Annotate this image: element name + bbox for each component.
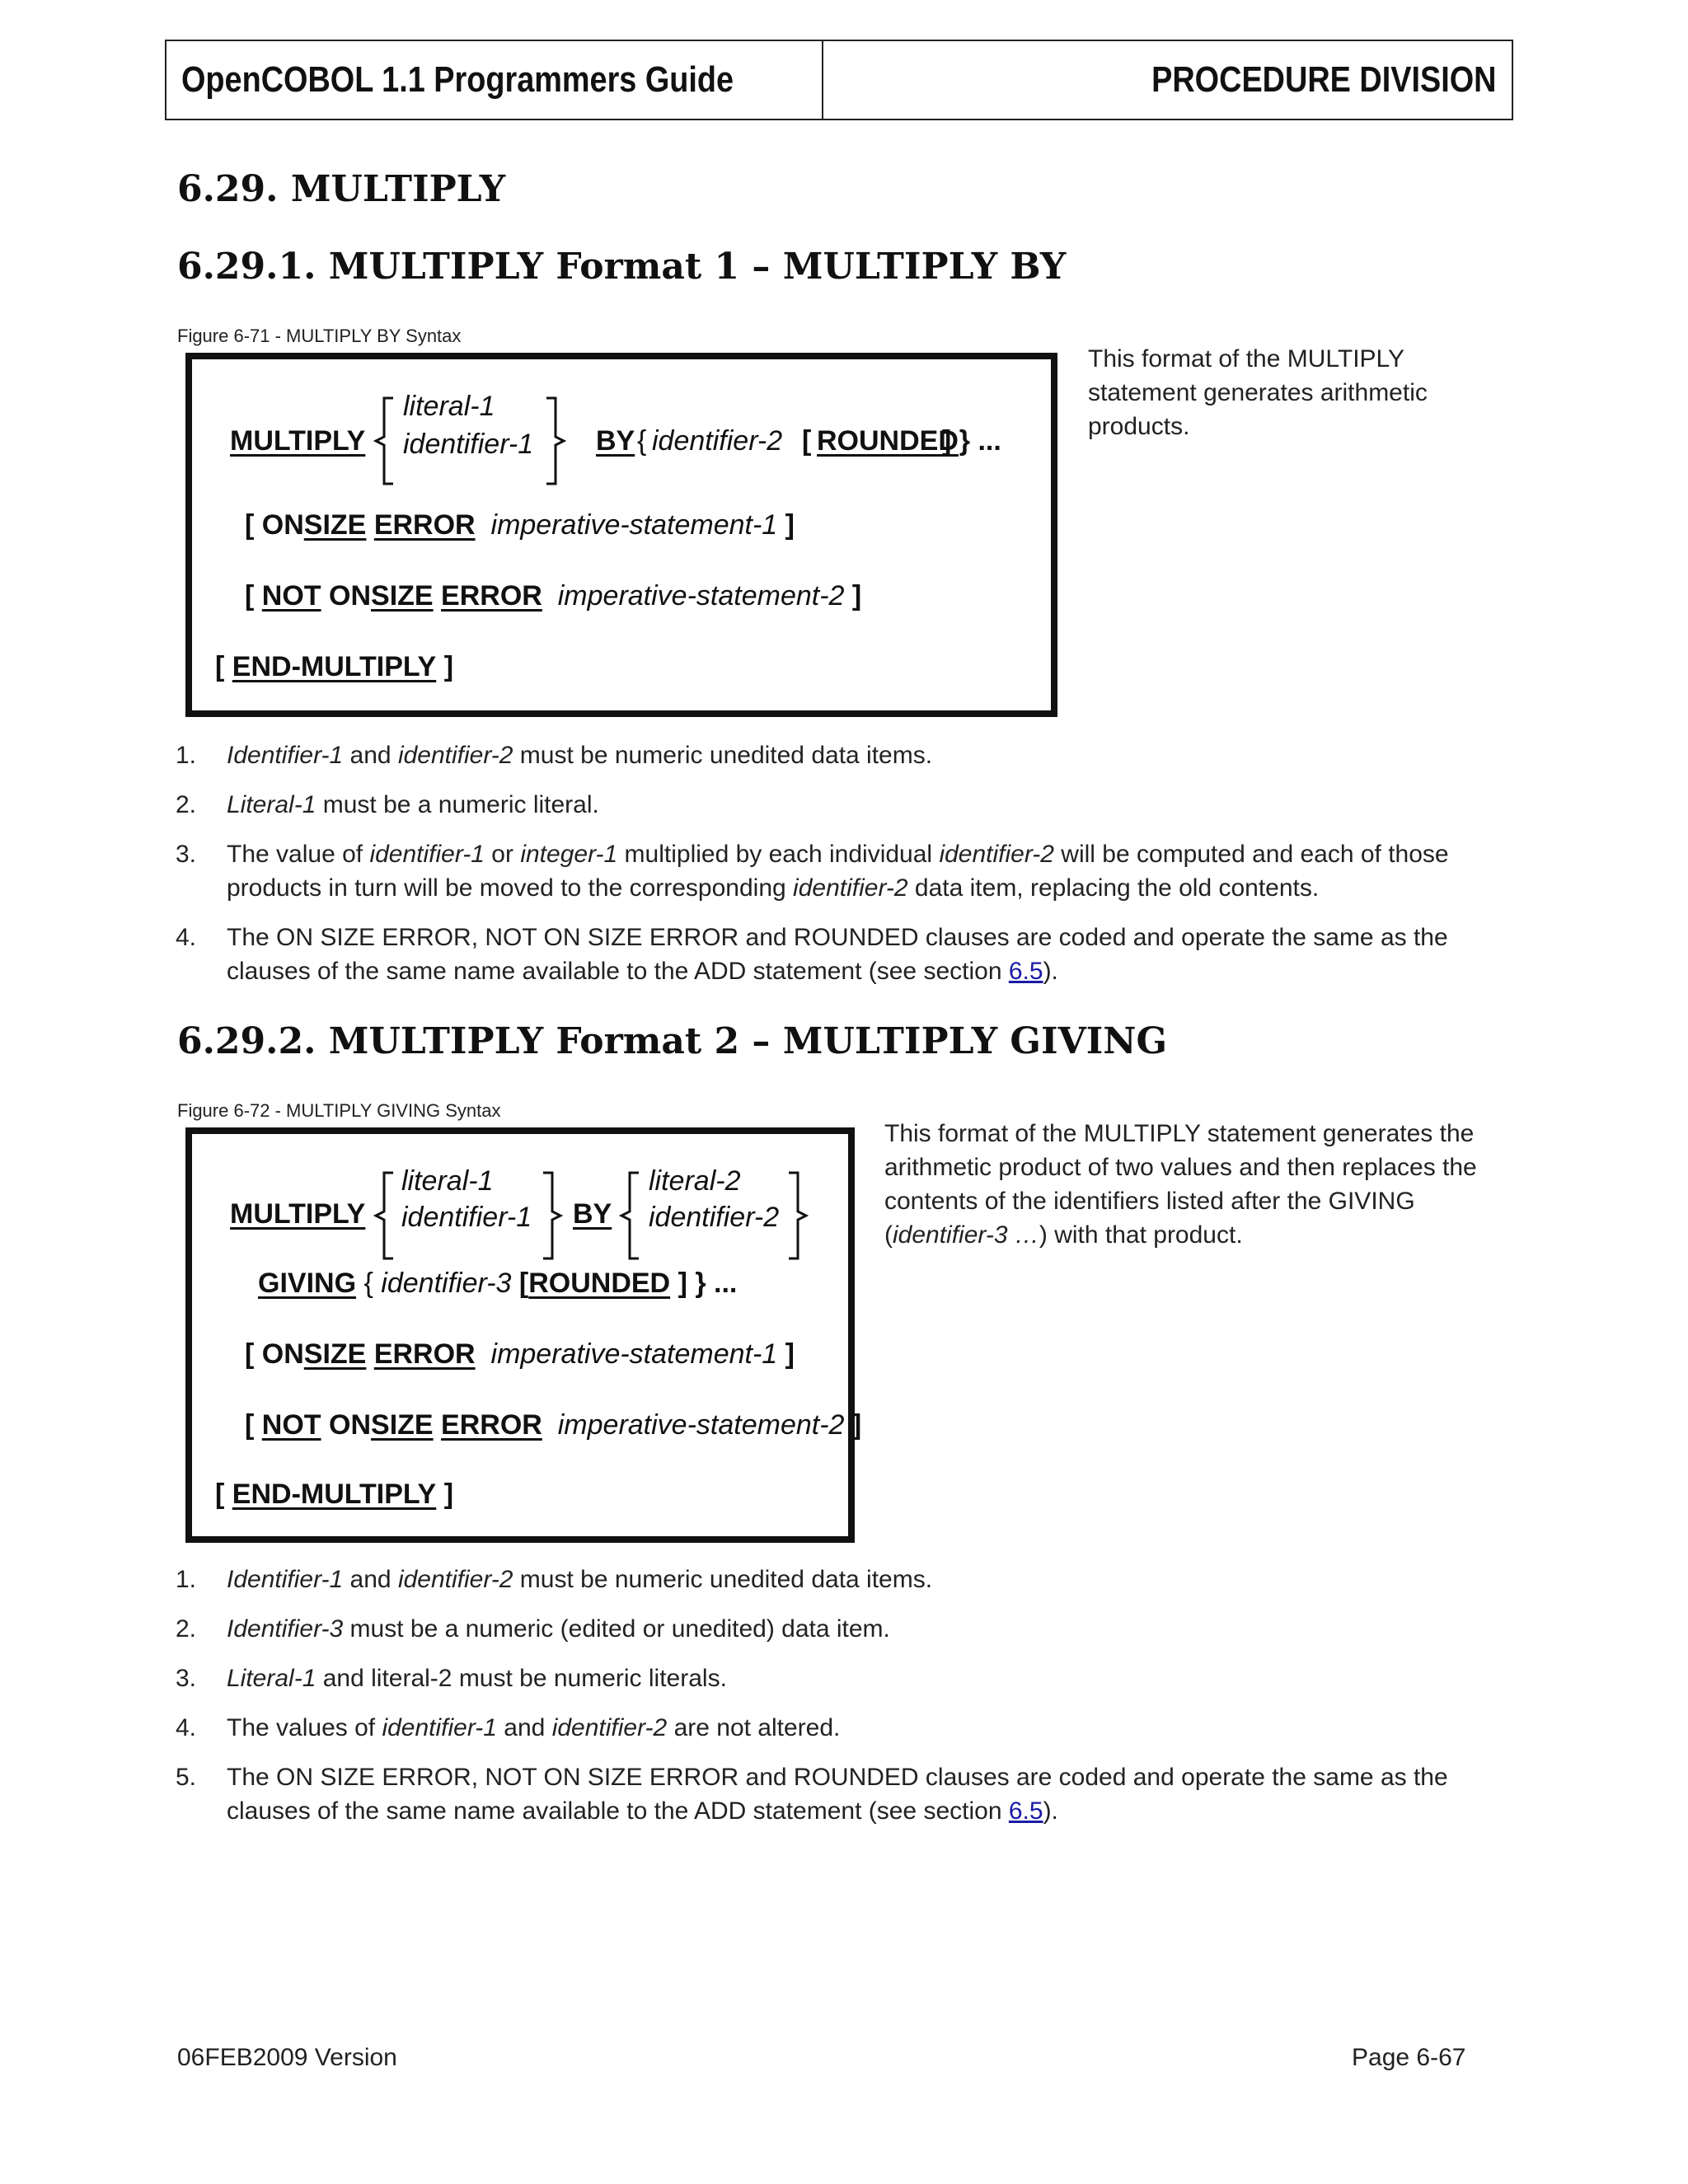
list-item: 3. The value of identifier-1 or integer-1 multiplied by each individual identifier-2 will be computed and each of those products in turn will be moved to the corresponding identifier-2 data item, replacing the old contents. xyxy=(176,841,1449,902)
list-item: 4. The values of identifier-1 and identifier-2 are not altered. xyxy=(176,1714,841,1741)
section-number: 6.29. xyxy=(177,168,279,210)
header-chapter-title: PROCEDURE DIVISION xyxy=(1151,59,1497,100)
open-curly-brace: { xyxy=(637,425,647,457)
on-size-error-clause: [ ONSIZE ERROR imperative-statement-1 ] xyxy=(245,509,795,541)
list-item: 4. The ON SIZE ERROR, NOT ON SIZE ERROR and ROUNDED clauses are coded and operate the same as the clauses of the same name available to the ADD statement (see section 6.5). xyxy=(176,924,1448,985)
not-on-size-error-clause: [ NOT ONSIZE ERROR imperative-statement-2 ] xyxy=(245,1409,862,1441)
figure-caption-6-72: Figure 6-72 - MULTIPLY GIVING Syntax xyxy=(177,1100,501,1121)
operand-identifier-2: identifier-2 xyxy=(652,425,783,457)
figure-caption-6-71: Figure 6-71 - MULTIPLY BY Syntax xyxy=(177,326,462,346)
footer-version: 06FEB2009 Version xyxy=(177,2044,397,2071)
list-item: 1. Identifier-1 and identifier-2 must be numeric unedited data items. xyxy=(176,1566,933,1593)
format1-description: This format of the MULTIPLY statement generates arithmetic products. xyxy=(1088,345,1428,440)
keyword-rounded: ROUNDED xyxy=(817,425,959,457)
keyword-by: BY xyxy=(573,1198,612,1230)
list-item: 1. Identifier-1 and identifier-2 must be numeric unedited data items. xyxy=(176,742,933,769)
list-item: 2. Identifier-3 must be a numeric (edited or unedited) data item. xyxy=(176,1615,890,1643)
giving-clause: GIVING { identifier-3 [ROUNDED ] } ... xyxy=(258,1268,738,1299)
header-divider xyxy=(822,41,823,119)
format1-rules-list xyxy=(176,738,1511,1004)
right-brace-icon xyxy=(787,1170,809,1261)
syntax-box-multiply-giving xyxy=(185,1127,862,1543)
not-on-size-error-clause: [ NOT ONSIZE ERROR imperative-statement-2 ] xyxy=(245,580,862,612)
list-item: 2. Literal-1 must be a numeric literal. xyxy=(176,791,599,818)
syntax-box-multiply-by xyxy=(185,353,1057,717)
open-bracket: [ xyxy=(802,425,812,457)
list-item: 5. The ON SIZE ERROR, NOT ON SIZE ERROR and ROUNDED clauses are coded and operate the same as the clauses of the same name available to the ADD statement (see section 6.5). xyxy=(176,1764,1448,1825)
section-6-5-link[interactable]: 6.5 xyxy=(1008,1797,1043,1825)
operand-literal-1: literal-1 xyxy=(401,1165,494,1197)
operand-literal-2: literal-2 xyxy=(649,1165,741,1197)
section-title: MULTIPLY xyxy=(290,168,506,210)
format2-description: This format of the MULTIPLY statement generates the arithmetic product of two values and then replaces the contents of the identifiers listed after the GIVING (identifier-3 …) with that product. xyxy=(884,1120,1477,1249)
close-bracket-ellipsis: ] } ... xyxy=(942,425,1001,457)
section-heading xyxy=(177,168,505,210)
operand-identifier-2: identifier-2 xyxy=(649,1202,780,1233)
format1-heading: 6.29.1. MULTIPLY Format 1 – MULTIPLY BY xyxy=(177,246,1067,288)
list-item: 3. Literal-1 and literal-2 must be numeric literals. xyxy=(176,1665,727,1692)
left-brace-icon xyxy=(619,1170,640,1261)
footer-page-number: Page 6-67 xyxy=(1352,2044,1466,2071)
operand-identifier-1: identifier-1 xyxy=(403,429,534,460)
operand-literal-1: literal-1 xyxy=(403,391,495,422)
right-brace-icon xyxy=(545,396,566,486)
section-6-5-link[interactable]: 6.5 xyxy=(1008,958,1043,985)
format2-heading: 6.29.2. MULTIPLY Format 2 – MULTIPLY GIVING xyxy=(177,1020,1168,1062)
keyword-by: BY xyxy=(596,425,635,457)
keyword-multiply: MULTIPLY xyxy=(230,425,366,457)
keyword-multiply: MULTIPLY xyxy=(230,1198,366,1230)
operand-identifier-1: identifier-1 xyxy=(401,1202,532,1233)
end-multiply-clause: [ END-MULTIPLY ] xyxy=(215,1479,454,1510)
header-document-title: OpenCOBOL 1.1 Programmers Guide xyxy=(181,59,734,100)
running-header xyxy=(165,40,1513,120)
format2-rules-list xyxy=(176,1563,1511,1844)
end-multiply-clause: [ END-MULTIPLY ] xyxy=(215,651,454,682)
on-size-error-clause: [ ONSIZE ERROR imperative-statement-1 ] xyxy=(245,1338,795,1370)
left-brace-icon xyxy=(373,396,395,486)
right-brace-icon xyxy=(542,1170,563,1261)
left-brace-icon xyxy=(373,1170,395,1261)
